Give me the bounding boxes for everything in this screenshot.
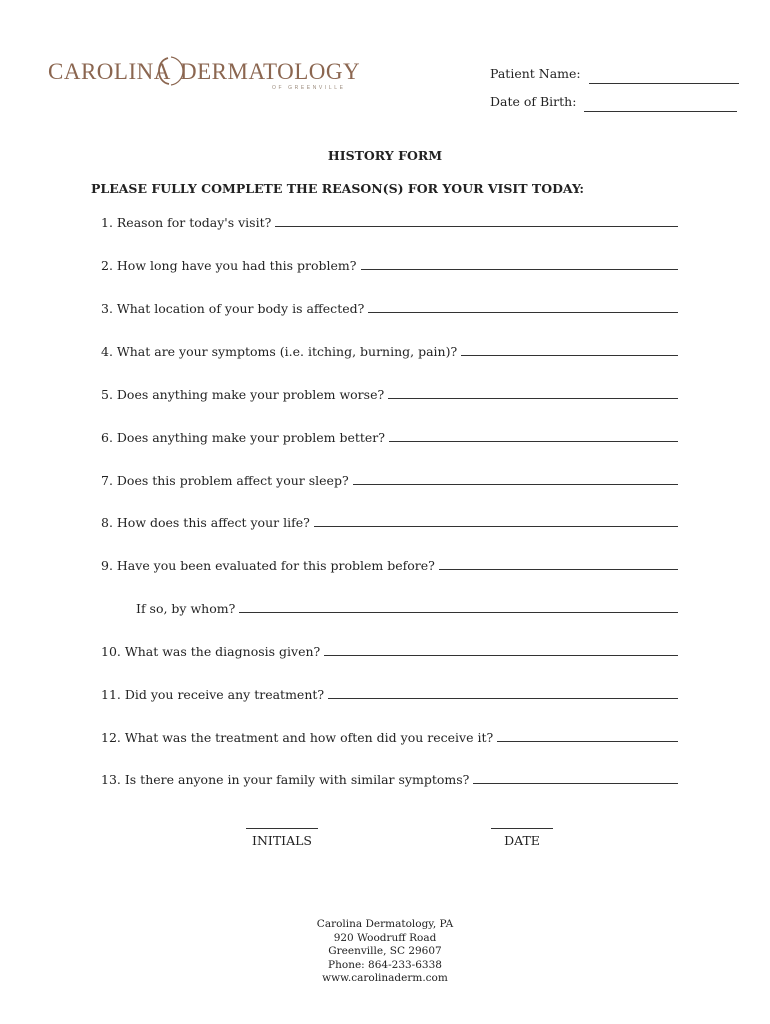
answer-field[interactable] xyxy=(389,429,678,442)
question-row xyxy=(101,514,678,530)
question-label: 6. Does anything make your problem better? xyxy=(101,430,385,445)
date-of-birth-row xyxy=(490,88,739,116)
question-row xyxy=(101,643,678,659)
initials-field[interactable] xyxy=(246,818,318,829)
question-label: 12. What was the treatment and how often did you receive it? xyxy=(101,730,494,745)
date-of-birth-label: Date of Birth: xyxy=(490,94,577,109)
question-row xyxy=(101,686,678,702)
question-row xyxy=(101,386,678,402)
question-row xyxy=(136,600,678,616)
question-label: 7. Does this problem affect your sleep? xyxy=(101,473,349,488)
footer-phone: Phone: 864-233-6338 xyxy=(328,958,442,971)
question-row xyxy=(101,771,678,787)
date-label: DATE xyxy=(504,833,540,848)
answer-field[interactable] xyxy=(324,643,678,656)
patient-name-field[interactable] xyxy=(589,69,739,84)
logo-subtitle: OF GREENVILLE xyxy=(272,85,346,91)
question-label: 8. How does this affect your life? xyxy=(101,515,310,530)
question-label: 1. Reason for today's visit? xyxy=(101,215,272,230)
footer-street: 920 Woodruff Road xyxy=(333,931,437,944)
patient-info xyxy=(490,60,739,116)
answer-field[interactable] xyxy=(473,771,678,784)
date-block xyxy=(484,818,560,848)
question-row xyxy=(101,429,678,445)
question-row xyxy=(101,557,678,573)
answer-field[interactable] xyxy=(314,514,678,527)
date-field[interactable] xyxy=(491,818,553,829)
question-row xyxy=(101,472,678,488)
question-row xyxy=(101,214,678,230)
question-row xyxy=(101,257,678,273)
question-row xyxy=(101,300,678,316)
answer-field[interactable] xyxy=(275,214,678,227)
footer-city: Greenville, SC 29607 xyxy=(328,945,442,958)
footer-website[interactable]: www.carolinaderm.com xyxy=(322,972,448,985)
question-label: 2. How long have you had this problem? xyxy=(101,258,357,273)
question-label: If so, by whom? xyxy=(136,601,236,616)
form-title: HISTORY FORM xyxy=(327,148,443,163)
patient-name-row xyxy=(490,60,739,88)
date-of-birth-field[interactable] xyxy=(584,97,737,112)
question-label: 13. Is there anyone in your family with similar symptoms? xyxy=(101,772,470,787)
question-label: 5. Does anything make your problem worse? xyxy=(101,387,385,402)
question-label: 11. Did you receive any treatment? xyxy=(101,687,325,702)
logo-text-left: CAROLINA xyxy=(48,59,171,84)
answer-field[interactable] xyxy=(353,472,678,485)
question-label: 9. Have you been evaluated for this problem before? xyxy=(101,558,435,573)
question-row xyxy=(101,343,678,359)
company-logo xyxy=(46,56,361,96)
question-row xyxy=(101,729,678,745)
answer-field[interactable] xyxy=(497,729,678,742)
question-label: 10. What was the diagnosis given? xyxy=(101,644,321,659)
initials-label: INITIALS xyxy=(252,833,312,848)
answer-field[interactable] xyxy=(361,257,679,270)
question-label: 4. What are your symptoms (i.e. itching, burning, pain)? xyxy=(101,344,458,359)
answer-field[interactable] xyxy=(439,557,678,570)
question-label: 3. What location of your body is affected? xyxy=(101,301,365,316)
answer-field[interactable] xyxy=(328,686,678,699)
footer-company: Carolina Dermatology, PA xyxy=(316,918,454,930)
footer-address xyxy=(0,918,770,986)
patient-name-label: Patient Name: xyxy=(490,66,581,81)
answer-field[interactable] xyxy=(388,386,678,399)
answer-field[interactable] xyxy=(461,343,678,356)
form-instruction: PLEASE FULLY COMPLETE THE REASON(S) FOR YOUR VISIT TODAY: xyxy=(91,181,585,196)
answer-field[interactable] xyxy=(368,300,678,313)
answer-field[interactable] xyxy=(239,600,678,613)
initials-block xyxy=(244,818,320,848)
logo-text-right: DERMATOLOGY xyxy=(180,59,361,84)
